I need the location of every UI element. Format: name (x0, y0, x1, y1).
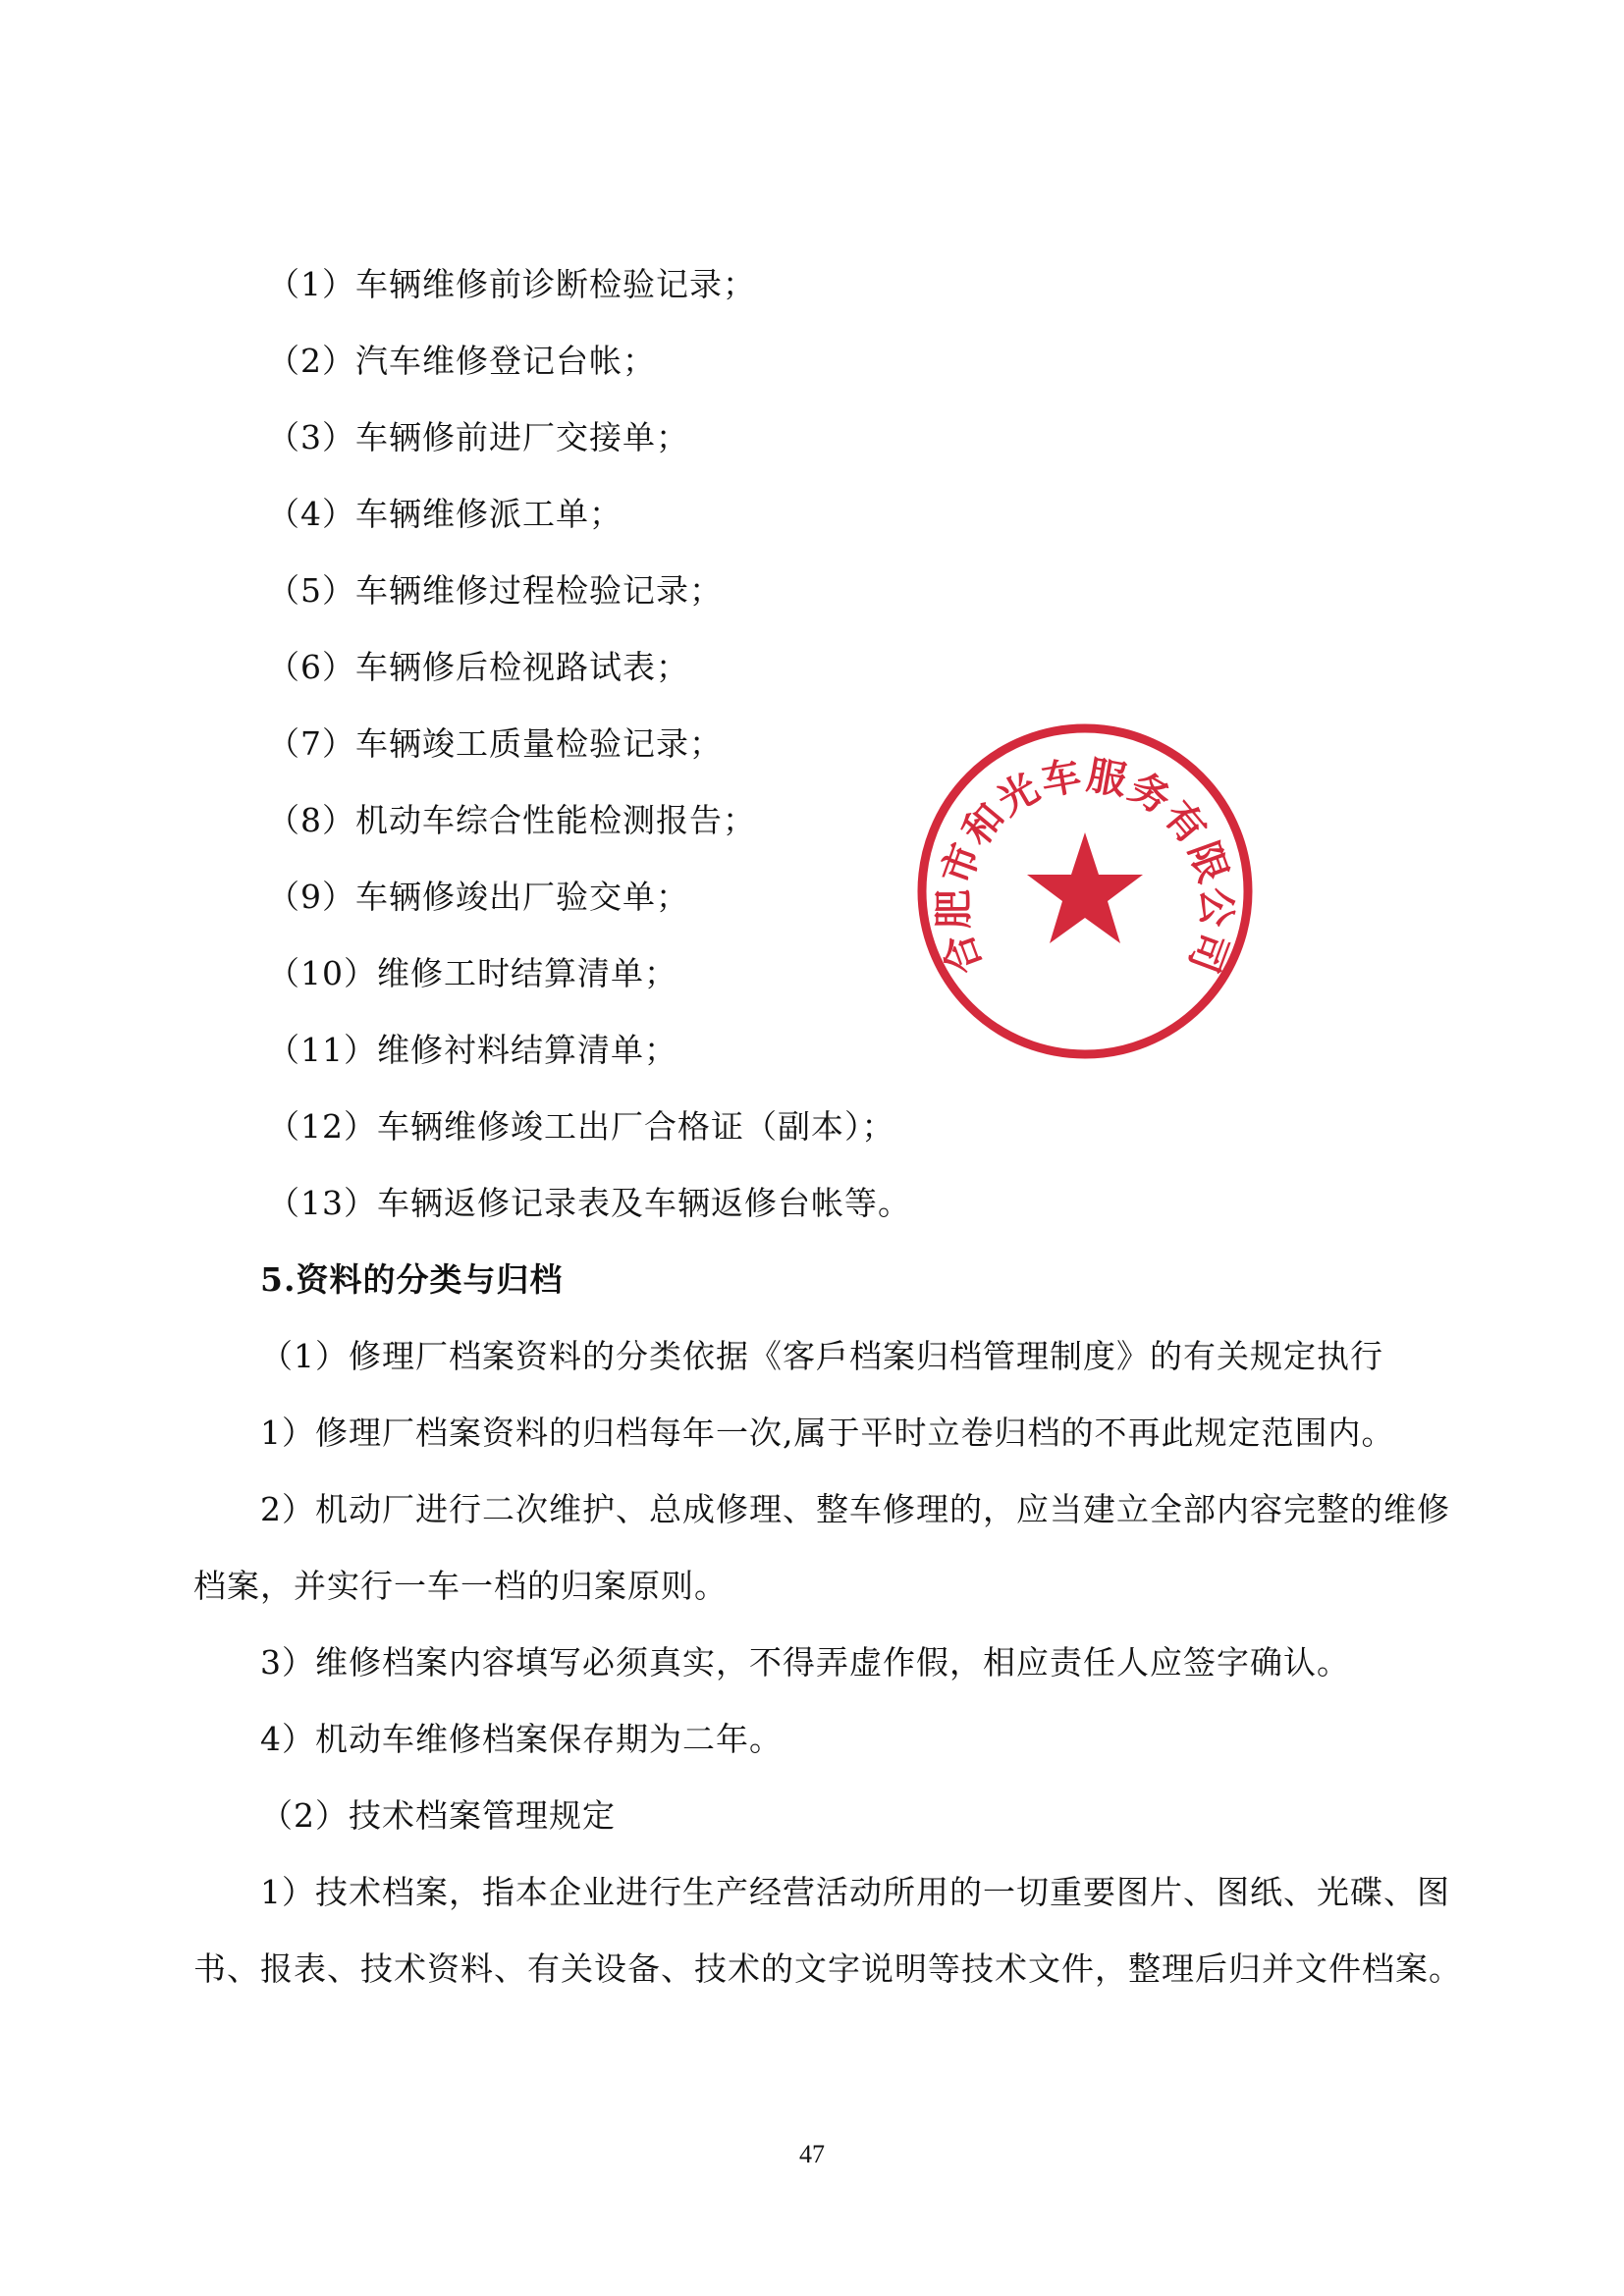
section-heading: 5.资料的分类与归档 (260, 1260, 564, 1299)
page-number: 47 (799, 2140, 825, 2168)
list-item: （12）车辆维修竣工出厂合格证（副本）； (267, 1107, 895, 1146)
star-icon (1027, 832, 1143, 943)
list-item: （2）汽车维修登记台帐； (267, 342, 656, 380)
paragraph: 3）维修档案内容填写必须真实，不得弄虚作假，相应责任人应签字确认。 (260, 1643, 1350, 1682)
paragraph: （2）技术档案管理规定 (260, 1796, 616, 1835)
company-seal (908, 715, 1262, 1068)
list-item: （10）维修工时结算清单； (267, 954, 677, 992)
paragraph-line: 1）技术档案，指本企业进行生产经营活动所用的一切重要图片、图纸、光碟、图 (260, 1873, 1450, 1911)
list-item: （7）车辆竣工质量检验记录； (267, 724, 723, 763)
paragraph: 4）机动车维修档案保存期为二年。 (260, 1720, 783, 1758)
list-item: （8）机动车综合性能检测报告； (267, 801, 756, 839)
paragraph: 1）修理厂档案资料的归档每年一次,属于平时立卷归档的不再此规定范围内。 (260, 1414, 1395, 1452)
paragraph: （1）修理厂档案资料的分类依据《客戶档案归档管理制度》的有关规定执行 (260, 1337, 1383, 1375)
list-item: （5）车辆维修过程检验记录； (267, 571, 723, 610)
paragraph-line: 2）机动厂进行二次维护、总成修理、整车修理的，应当建立全部内容完整的维修 (260, 1490, 1450, 1528)
list-item: （1）车辆维修前诊断检验记录； (267, 265, 756, 303)
list-item: （4）车辆维修派工单； (267, 495, 623, 533)
list-item: （3）车辆修前进厂交接单； (267, 418, 689, 456)
list-item: （6）车辆修后检视路试表； (267, 648, 689, 686)
list-item: （9）车辆修竣出厂验交单； (267, 878, 689, 916)
paragraph-line: 档案，并实行一车一档的归案原则。 (193, 1567, 728, 1605)
list-item: （11）维修衬料结算清单； (267, 1031, 677, 1069)
paragraph-line: 书、报表、技术资料、有关设备、技术的文字说明等技术文件，整理后归并文件档案。 (193, 1949, 1462, 1988)
seal-text: 合肥市和光车服务有限公司 (931, 753, 1239, 981)
list-item: （13）车辆返修记录表及车辆返修台帐等。 (267, 1184, 911, 1222)
